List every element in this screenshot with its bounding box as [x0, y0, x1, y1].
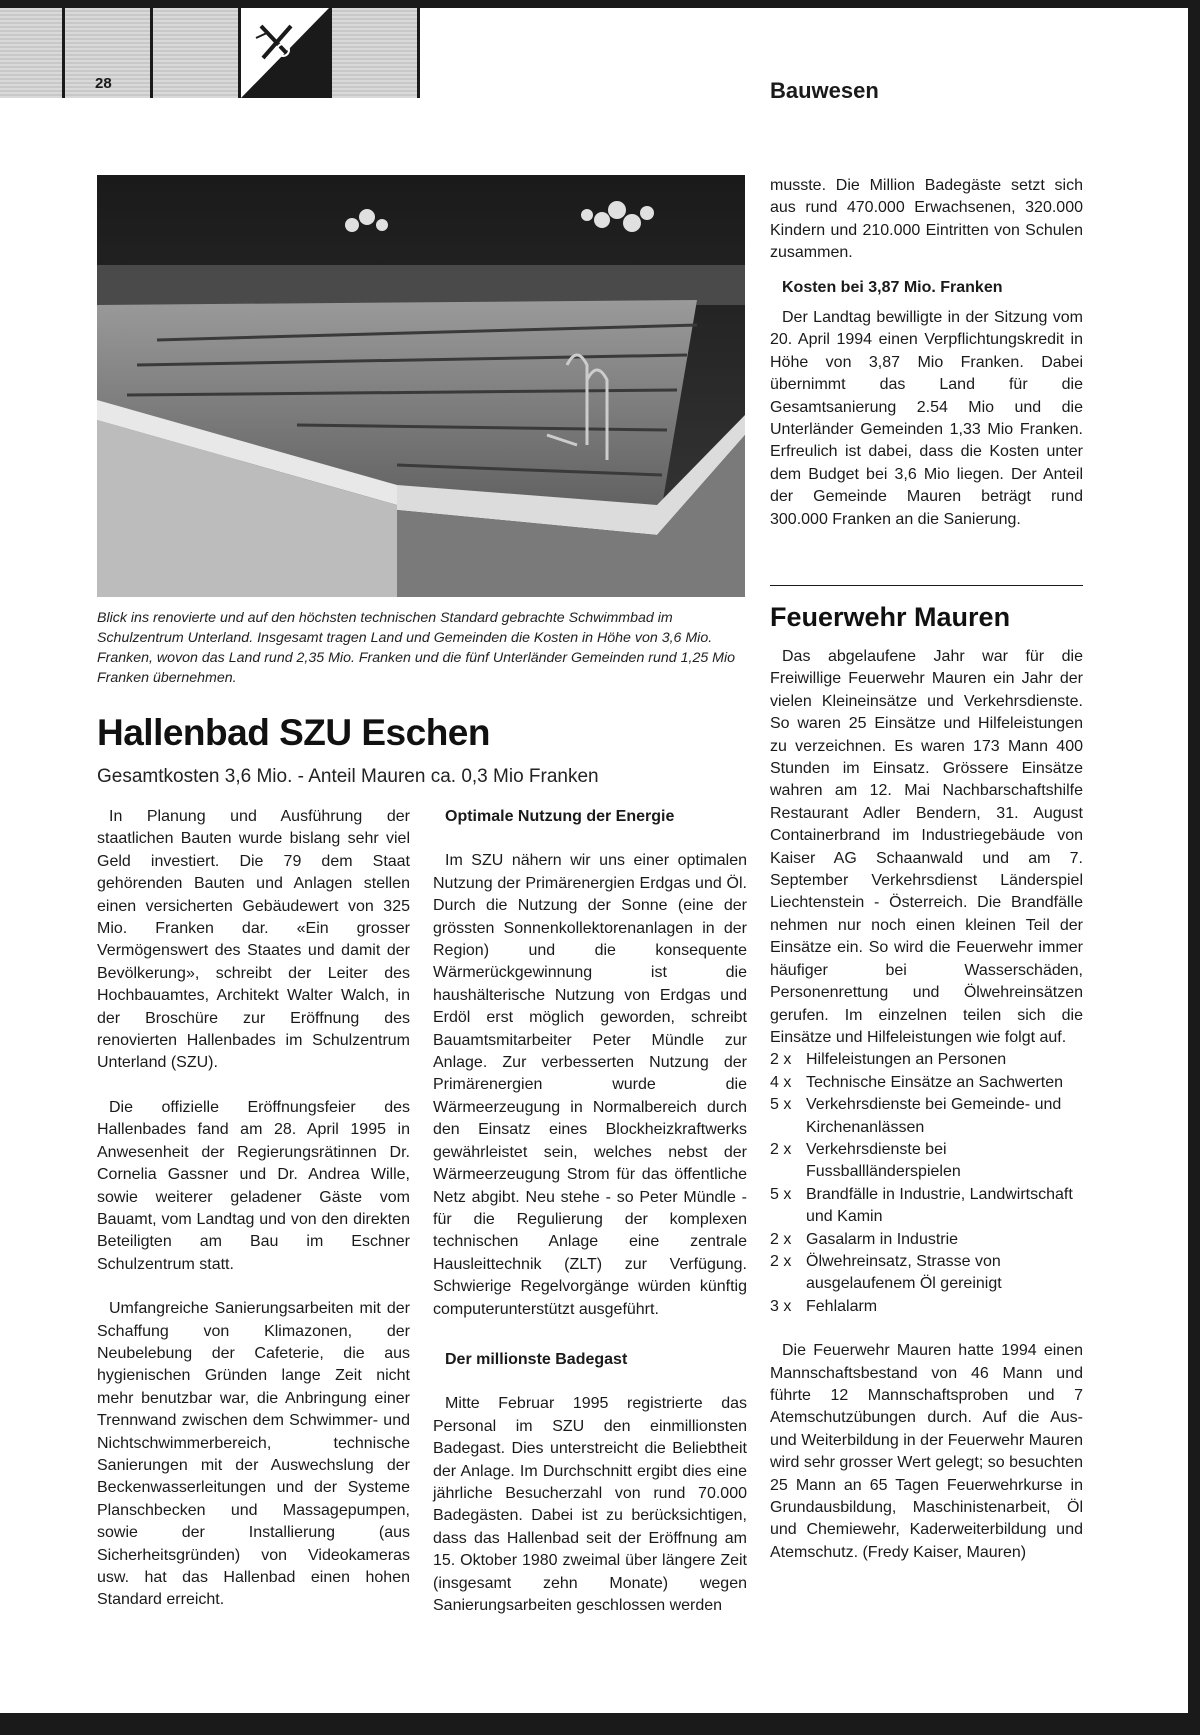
- article-column-1: [97, 806, 410, 1634]
- article-column-3: [770, 175, 1083, 531]
- header-box-page: [65, 8, 153, 98]
- list-item: 2 x Ölwehreinsatz, Strasse von ausgelaufenem Öl gereinigt: [770, 1252, 1002, 1293]
- paragraph: Die offizielle Eröffnungsfeier des Hallenbades fand am 28. April 1995 in Anwesenheit der Regierungsrätinnen Dr. Cornelia Gassner und Dr. Andrea Wille, sowie weiterer geladener Gäste vom Bauamt, vom Landtag und von den direkten Beteiligten am Bau im Eschner Schulzentrum statt.: [97, 1098, 410, 1273]
- header-box: [332, 8, 420, 98]
- section-heading: Optimale Nutzung der Energie: [445, 808, 675, 825]
- section-heading: Der millionste Badegast: [445, 1350, 628, 1368]
- list-item: 3 x Fehlalarm: [770, 1297, 878, 1315]
- paragraph: Der Landtag bewilligte in der Sitzung vom 20. April 1994 einen Verpflichtungskredit in Höhe von 3,87 Mio Franken. Dabei übernimmt das Land für die Gesamtsanierung 2.54 Mio und die Unterländer Gemeinden 1,33 Mio Franken. Erfreulich ist dabei, dass die Kosten unter dem Budget bei 3,6 Mio liegen. Der Anteil der Gemeinde Mauren beträgt rund 300.000 Franken an die Sanierung.: [770, 309, 1083, 528]
- feuerwehr-title: Feuerwehr Mauren: [770, 602, 1011, 632]
- article-column-2: [433, 806, 747, 1639]
- article-subtitle: Gesamtkosten 3,6 Mio. - Anteil Mauren ca. 0,3 Mio Franken: [97, 766, 599, 787]
- deployment-list: [770, 1049, 1083, 1318]
- article-title: Hallenbad SZU Eschen: [97, 712, 490, 753]
- tools-crossed-icon: [241, 8, 332, 98]
- list-item: 4 x Technische Einsätze an Sachwerten: [770, 1073, 1064, 1091]
- paragraph: Umfangreiche Sanierungsarbeiten mit der Schaffung von Klimazonen, der Neubelebung der Cafeterie, die aus hygienischen Gründen lange Zeit nicht mehr benutzbar war, die Anbringung einer Trennwand zwischen dem Schwimmer- und Nichtschwimmerbereich, technische Sanierungen mit der Auswechslung der Beckenwasserleitungen und der Systeme Planschbecken und Massagepumpen, sowie der Installierung (aus Sicherheitsgründen) von Videokameras usw. hat das Hallenbad einen hohen Standard erreicht.: [97, 1300, 410, 1609]
- bottom-border: [0, 1713, 1200, 1735]
- page-number: 28: [95, 75, 112, 92]
- list-item: 5 x Verkehrsdienste bei Gemeinde- und Kirchenanlässen: [770, 1096, 1062, 1136]
- top-border: [0, 0, 1200, 8]
- list-item: 2 x Hilfeleistungen an Personen: [770, 1051, 1007, 1069]
- paragraph: Mitte Februar 1995 registrierte das Personal im SZU den einmillionsten Badegast. Dies unterstreicht die Beliebtheit der Anlage. Im Durchschnitt ergibt dies eine jährliche Besucherzahl von rund 70.000 Badegästen. Dabei ist zu berücksichtigen, dass das Hallenbad seit der Eröffnung am 15. Oktober 1980 zweimal über längere Zeit (insgesamt zehn Monate) wegen Sanierungsarbeiten geschlossen werden: [433, 1395, 747, 1614]
- list-item: 2 x Verkehrsdienste bei Fussballländerspielen: [770, 1140, 961, 1181]
- photo-caption: Blick ins renovierte und auf den höchsten technischen Standard gebrachte Schwimmbad im Schulzentrum Unterland. Insgesamt tragen Land und Gemeinden die Kosten in Höhe von 3,6 Mio. Franken, wovon das Land rund 2,35 Mio. Franken und die fünf Unterländer Gemeinden rund 1,25 Mio Franken übernehmen.: [97, 610, 736, 686]
- paragraph: Die Feuerwehr Mauren hatte 1994 einen Mannschaftsbestand von 46 Mann und führte 12 Mannschaftsproben und 7 Atemschutzübungen durch. Auf die Aus- und Weiterbildung in der Feuerwehr Mauren wird sehr grosser Wert gelegt; so besuchten 25 Mann an 65 Tagen Feuerwehrkurse in Grundausbildung, Maschinistenarbeit, Öl und Chemiewehr, Kaderweiterbildung und Atemschutz. (Fredy Kaiser, Mauren): [770, 1342, 1083, 1561]
- paragraph: In Planung und Ausführung der staatlichen Bauten wurde bislang sehr viel Geld investiert. Die 79 dem Staat gehörenden Bauten und Anlagen stellen einen versicherten Gebäudewert von 325 Mio. Franken dar. «Ein grosser Vermögenswert des Staates und damit der Bevölkerung», schreibt der Leiter des Hochbauamtes, Architekt Walter Walch, in der Broschüre zur Eröffnung des renovierten Hallenbades im Schulzentrum Unterland (SZU).: [97, 808, 410, 1072]
- section-heading: Kosten bei 3,87 Mio. Franken: [782, 278, 1003, 296]
- paragraph: Im SZU nähern wir uns einer optimalen Nutzung der Primärenergien Erdgas und Öl. Durch die Nutzung der Sonne (eine der grössten Sonnenkollektorenanlagen in der Region) und die konsequente Wärmerückgewinnung ist die haushälterische Nutzung von Erdgas und Erdöl erst möglich geworden, schreibt Bauamtsmitarbeiter Peter Mündle zur Anlage. Zur verbesserten Nutzung der Primärenergien wurde die Wärmeerzeugung in Normalbereich durch den Einsatz eines Blockheizkraftwerks gewährleistet sein, welches nebst der Wärmeerzeugung Strom für das öffentliche Netz abgibt. Neu stehe - so Peter Mündle - für die Regulierung der komplexen technischen Anlage eine zentrale Hausleittechnik (ZLT) zur Verfügung. Schwierige Regelvorgänge würden künftig computerunterstützt ausgeführt.: [433, 852, 747, 1318]
- swimming-pool-photo: [97, 175, 745, 597]
- list-item: 5 x Brandfälle in Industrie, Landwirtschaft und Kamin: [770, 1185, 1073, 1226]
- section-title: Bauwesen: [770, 78, 879, 103]
- right-border: [1188, 0, 1200, 1735]
- header-tabs: [0, 8, 420, 98]
- list-item: 2 x Gasalarm in Industrie: [770, 1230, 959, 1248]
- paragraph: Das abgelaufene Jahr war für die Freiwillige Feuerwehr Mauren ein Jahr der vielen Kleineinsätze und Verkehrsdienste. So waren 25 Einsätze und Hilfeleistungen zu verzeichnen. Es waren 173 Mann 400 Stunden im Einsatz. Grössere Einsätze wahren am 12. Mai Nachbarschaftshilfe Restaurant Adler Bendern, 31. August Containerbrand im Industriegebäude von Kaiser AG Schaanwald und am 7. September Verkehrsdienst Länderspiel Liechtenstein - Österreich. Die Brandfälle nehmen nur noch einen kleinen Teil der Einsätze ein. So wird die Feuerwehr immer häufiger bei Wasserschäden, Personenrettung und Ölwehreinsätzen gerufen. Im einzelnen teilen sich die Einsätze und Hilfeleistungen wie folgt auf.: [770, 648, 1083, 1046]
- header-box: [0, 8, 65, 98]
- feuerwehr-column: [770, 646, 1083, 1564]
- header-box: [153, 8, 241, 98]
- paragraph: musste. Die Million Badegäste setzt sich aus rund 470.000 Erwachsenen, 320.000 Kindern und 210.000 Eintritten von Schulen zusammen.: [770, 177, 1083, 262]
- divider: [770, 585, 1083, 586]
